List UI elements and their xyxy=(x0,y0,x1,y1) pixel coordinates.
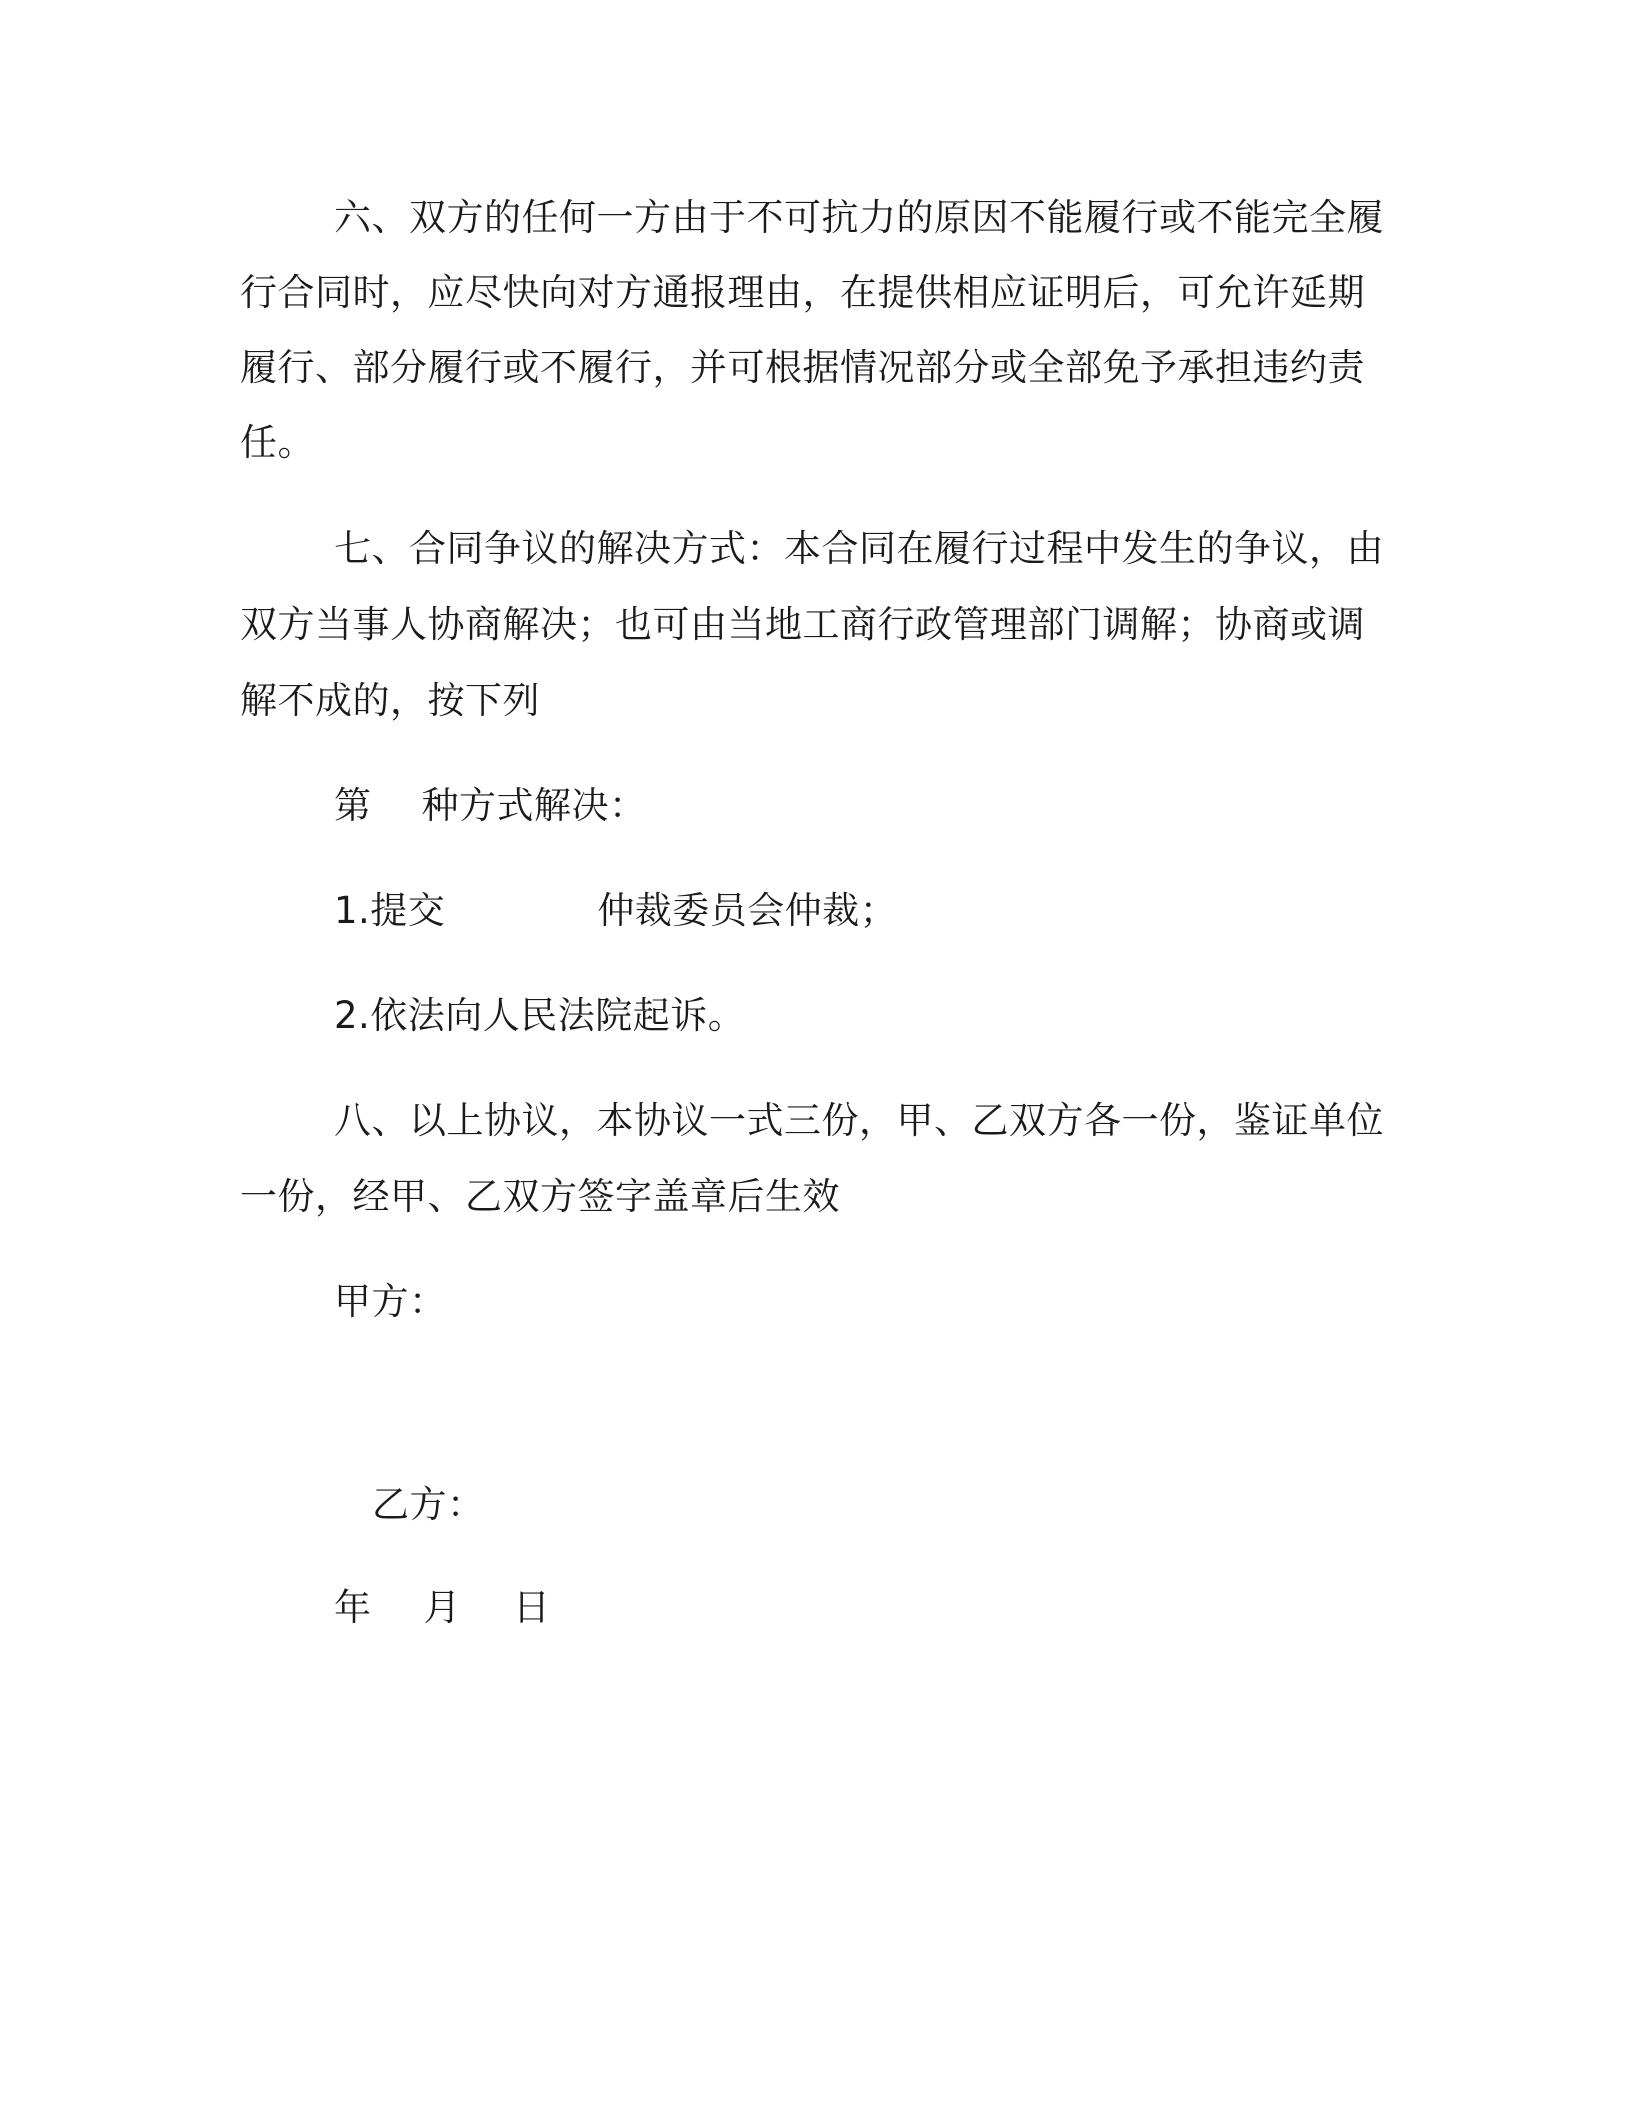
clause-7-line-1: 七、合同争议的解决方式：本合同在履行过程中发生的争议，由 xyxy=(334,527,1384,570)
dispute-method-suffix: 种方式解决： xyxy=(421,784,647,827)
party-b-label: 乙方： xyxy=(372,1483,485,1526)
clause-7-line-2: 双方当事人协商解决；也可由当地工商行政管理部门调解；协商或调 xyxy=(240,603,1365,646)
option-1-prefix: 1.提交 xyxy=(334,889,446,932)
clause-6-line-2: 行合同时，应尽快向对方通报理由，在提供相应证明后，可允许延期 xyxy=(240,271,1365,314)
date-line xyxy=(334,1584,551,1632)
clause-8-line-1: 八、以上协议，本协议一式三份，甲、乙双方各一份，鉴证单位 xyxy=(334,1099,1384,1142)
date-year: 年 xyxy=(334,1586,372,1629)
clause-7-line-3: 解不成的，按下列 xyxy=(240,679,540,722)
option-2-line: 2.依法向人民法院起诉。 xyxy=(334,994,746,1037)
clause-6-line-4: 任。 xyxy=(240,421,315,464)
date-day: 日 xyxy=(513,1586,551,1629)
option-1-suffix: 仲裁委员会仲裁； xyxy=(597,889,898,932)
date-month: 月 xyxy=(423,1586,461,1629)
dispute-method-line xyxy=(334,782,647,830)
option-1-line xyxy=(334,887,897,935)
clause-8-line-2: 一份，经甲、乙双方签字盖章后生效 xyxy=(240,1175,840,1218)
clause-6-line-1: 六、双方的任何一方由于不可抗力的原因不能履行或不能完全履 xyxy=(334,196,1384,239)
clause-6-line-3: 履行、部分履行或不履行，并可根据情况部分或全部免予承担违约责 xyxy=(240,346,1365,389)
dispute-method-prefix: 第 xyxy=(334,784,372,827)
party-a-label: 甲方： xyxy=(334,1280,447,1323)
